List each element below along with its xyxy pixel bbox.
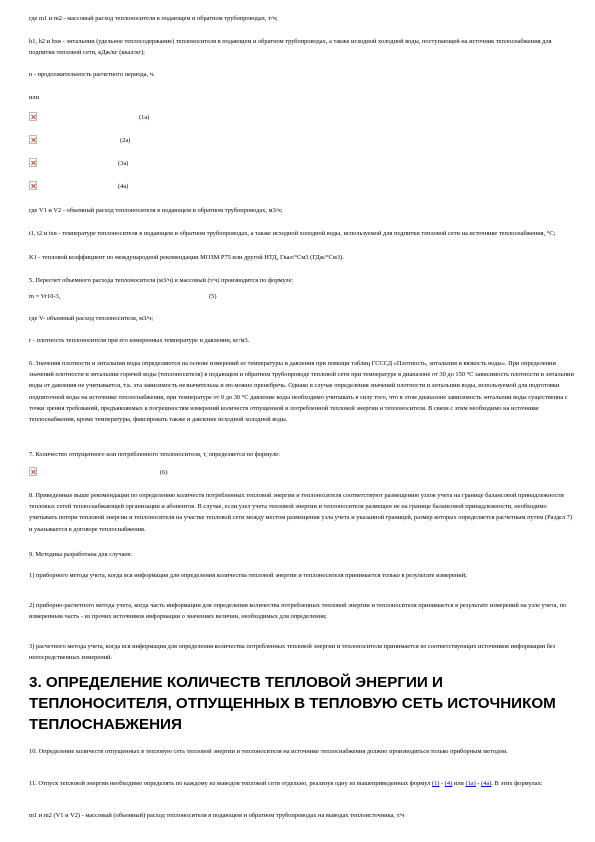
text-paragraph: 9. Методика разработана для случаев: bbox=[29, 551, 133, 558]
text-paragraph: 7. Количество отпущенного или потребленного теплоносителя, т, определяется по формуле: bbox=[29, 451, 280, 458]
equation-number: (2a) bbox=[120, 137, 131, 144]
formula-row bbox=[29, 157, 229, 171]
formula-link-4a[interactable]: (4a) bbox=[481, 780, 492, 787]
text-paragraph: 3) расчетного метода учета, когда вся информация для определения количества потребленных тепловой энергии и теплоносителя принимается из соответствующих источников информации без непосредственных измерений. bbox=[29, 643, 556, 662]
text-paragraph: 5. Пересчет объемного расхода теплоносителя (м3/ч) в массовый (т/ч) производится по формуле: bbox=[29, 277, 294, 284]
equation-number: (1a) bbox=[139, 114, 150, 121]
text-paragraph: t1, t2 и txв - температуре теплоносителя в подающем и обратном трубопроводах, а также исходной холодной воды, используемой для подпитки тепловой сети на источнике теплоснабжения, °С; bbox=[29, 230, 556, 237]
text-paragraph: r - плотность теплоносителя при его измеренных температуре и давлении, кг/м3. bbox=[29, 337, 250, 344]
section-heading: 3. ОПРЕДЕЛЕНИЕ КОЛИЧЕСТВ ТЕПЛОВОЙ ЭНЕРГИИ И ТЕПЛОНОСИТЕЛЯ, ОТПУЩЕННЫХ В ТЕПЛОВУЮ СЕТЬ ИСТОЧНИКОМ ТЕПЛОСНАБЖЕНИЯ bbox=[29, 674, 556, 733]
formula-link-4[interactable]: (4) bbox=[444, 780, 453, 787]
broken-image-icon bbox=[29, 181, 37, 190]
formula-row bbox=[29, 134, 229, 148]
text-paragraph: где m1 и m2 - массовый расход теплоносителя в подающем и обратном трубопроводах, т/ч; bbox=[29, 15, 278, 22]
equation-number: (6) bbox=[160, 469, 168, 476]
broken-image-icon bbox=[29, 135, 37, 144]
text-run: 11. Отпуск тепловой энергии необходимо определять по каждому из выводов тепловой сети отдельно, реализуя одну из вышеприведенных формул bbox=[29, 780, 432, 787]
text-paragraph: 8. Приведенные выше рекомендации по определению количеств потребленных тепловой энергии и теплоносителя соответствуют размещению узлов учета на границе балансовой принадлежности тепловых сетей теплоснабжающей организации и абонентов. В случае, если узел учета тепловой энергии и теплоносителя размещен не на границе балансовой принадлежности, необходимо учитывать потери тепловой энергии и теплоносителя на участке тепловой сети между местом размещения узла учета и указанной границей, размер которых определяется расчетным путем (Раздел 7) и указывается в договоре теплоснабжения. bbox=[29, 492, 573, 533]
text-paragraph: K1 - тепловой коэффициент по международной рекомендации МОЗМ Р75 или другой НТД, Гкал/°См3 (ГДж/°См3). bbox=[29, 254, 344, 261]
formula-link-1[interactable]: (1) bbox=[431, 780, 440, 787]
equation-number: (4a) bbox=[118, 183, 129, 190]
text-paragraph: 10. Определение количеств отпущенных в тепловую сеть тепловой энергии и теплоносителя на источнике теплоснабжения должно производиться только приборным методом. bbox=[29, 748, 508, 755]
formula-text: m = Vr10-3, bbox=[29, 293, 61, 300]
formula-link-1a[interactable]: (1a) bbox=[465, 780, 476, 787]
broken-image-icon bbox=[29, 467, 37, 476]
formula-row bbox=[29, 466, 229, 480]
text-paragraph: 2) приборно-расчетного метода учета, когда часть информации для определения количества потребленных тепловой энергии и теплоносителя принимается в результате измерений на узле учета, по измеренным часть - из прочих источников информации о значениях величин, необходимых для определения; bbox=[29, 602, 567, 621]
equation-number: (5) bbox=[209, 293, 217, 300]
formula-row bbox=[29, 180, 229, 194]
text-run: . В этих формулах: bbox=[491, 780, 543, 787]
text-paragraph: или bbox=[29, 94, 40, 101]
formula-row bbox=[29, 290, 329, 304]
text-paragraph: 6. Значения плотности и энтальпии воды определяются на основе измерений ее температуры и давления при помощи таблиц ГСССД «Плотность, энтальпия и вязкость воды». При определении значений плотности и энтальпии горячей воды (теплоносителя) в подающем и обратном трубопроводе тепловой сети при температуре в диапазоне от 30 до 150 °С зависимость плотности и энтальпии воды от давления не учитывается, т.к. эта зависимость незначительна и ею можно пренебречь. Однако в случае определения значений плотности и энтальпии воды, используемой для подготовки подпиточной воды на источнике теплоснабжения, при температуре от 0 до 30 °С давление воды необходимо учитывать в силу того, что в этом диапазоне зависимость энтальпии воды существенна с точки зрения требований, предъявляемых к погрешностям измерений количеств отпущенной и потребленной тепловой энергии и теплоносителя. В связи с этим необходимо на источнике теплоснабжения, кроме температуры, фиксировать также и давление исходной холодной воды. bbox=[29, 360, 574, 424]
text-run: или bbox=[452, 780, 466, 787]
broken-image-icon bbox=[29, 158, 37, 167]
text-paragraph: где V- объемный расход теплоносителя, м3/ч; bbox=[29, 315, 153, 322]
equation-number: (3a) bbox=[118, 160, 129, 167]
broken-image-icon bbox=[29, 112, 37, 121]
text-paragraph: 11. Отпуск тепловой энергии необходимо определять по каждому из выводов тепловой сети отдельно, реализуя одну из вышеприведенных формул (1) - (4) или (1a) - (4a). В этих формулах: bbox=[29, 780, 543, 787]
text-paragraph: h1, h2 и hxв - энтальпии (удельное теплосодержание) теплоносителя в подающем и обратном трубопроводах, а также исходной холодной воды, поступающей на источник теплоснабжения для подпитки тепловой сети, кДж/кг (ккал/кг); bbox=[29, 38, 552, 57]
formula-row bbox=[29, 111, 229, 125]
text-paragraph: 1) приборного метода учета, когда вся информация для определения количества тепловой энергии и теплоносителя принимается только в результате измерений; bbox=[29, 572, 467, 579]
text-paragraph: n - продолжительность расчетного периода, ч. bbox=[29, 71, 155, 78]
text-paragraph: m1 и m2 (V1 и V2) - массовый (объемный) расход теплоносителя в подающем и обратном трубопроводах на выводах теплоисточника, т/ч bbox=[29, 812, 405, 819]
text-paragraph: где V1 и V2 - объемный расход теплоносителя в подающем и обратном трубопроводах, м3/ч; bbox=[29, 207, 283, 214]
